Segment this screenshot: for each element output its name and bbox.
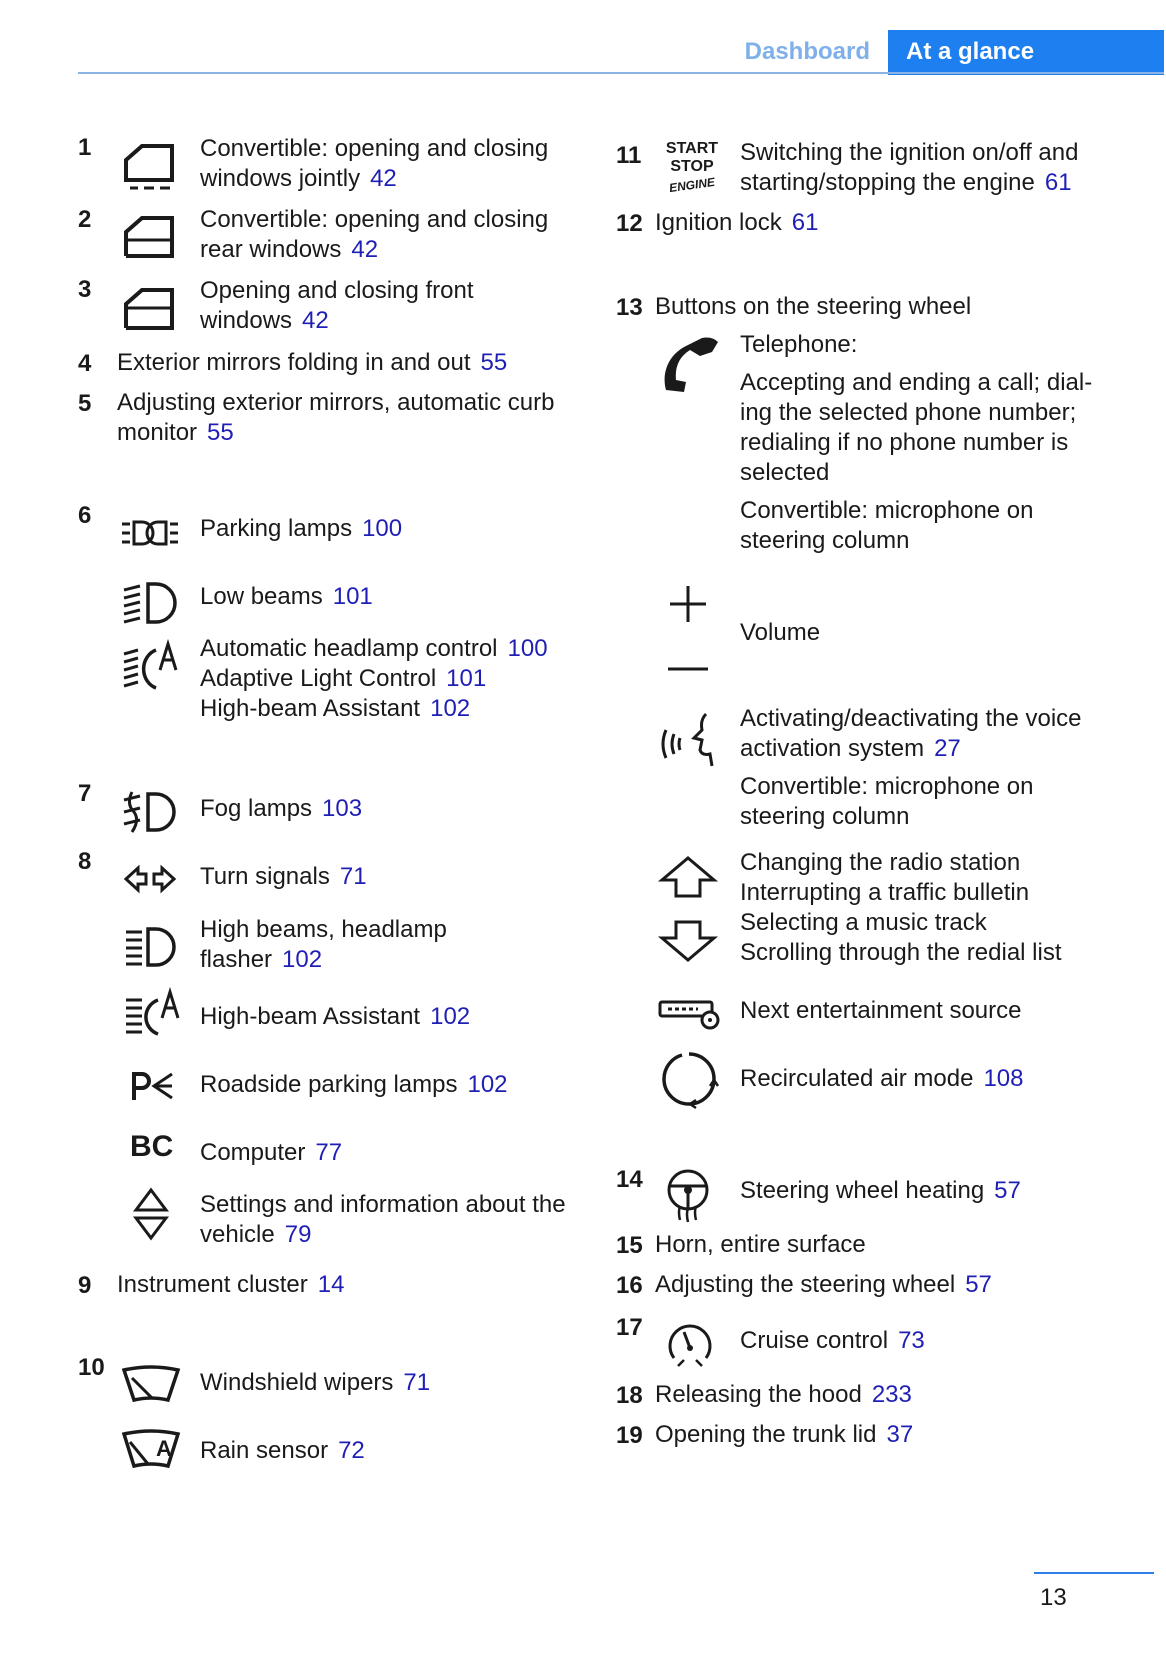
item-number: 2 — [78, 206, 92, 233]
page-ref[interactable]: 55 — [480, 349, 508, 376]
front-windows-icon — [120, 282, 178, 334]
item-number: 16 — [616, 1272, 643, 1299]
item-text: Fog lamps 103 — [200, 795, 363, 822]
item-text: Settings and information about the vehicle 79 — [200, 1191, 566, 1248]
page-ref[interactable]: 102 — [282, 946, 323, 973]
page-ref[interactable]: 233 — [871, 1381, 912, 1408]
page-ref[interactable]: 100 — [362, 515, 403, 542]
convertible-windows-jointly-icon — [120, 138, 178, 194]
arrow-up-icon — [660, 856, 716, 898]
telephone-icon — [660, 336, 722, 394]
page-ref[interactable]: 100 — [507, 635, 548, 662]
item-text: Low beams 101 — [200, 583, 373, 610]
start-label: START — [665, 140, 719, 157]
item-text: Adjusting exterior mirrors, automatic curb monitor 55 — [117, 389, 555, 446]
volume-text: Volume — [740, 619, 821, 646]
telephone-text: Telephone: Accepting and ending a call; dial- ing the selected phone number; redialing if no phone number is selected Convertible: microphone on steering column — [740, 331, 1093, 554]
page-ref[interactable]: 37 — [886, 1421, 914, 1448]
page-ref[interactable]: 77 — [315, 1139, 343, 1166]
page-ref[interactable]: 42 — [302, 307, 329, 334]
item-text: Steering wheel heating 57 — [740, 1177, 1021, 1204]
page-ref[interactable]: 73 — [898, 1327, 925, 1354]
item-text: Adjusting the steering wheel 57 — [655, 1271, 992, 1298]
item-number: 11 — [616, 142, 642, 169]
item-number: 19 — [616, 1422, 643, 1449]
convertible-rear-windows-icon — [120, 210, 178, 262]
item-number: 15 — [616, 1232, 643, 1259]
page-ref[interactable]: 102 — [467, 1071, 508, 1098]
volume-plus-icon — [668, 584, 708, 624]
volume-minus-icon — [668, 666, 708, 672]
automatic-headlamp-icon — [122, 640, 180, 692]
item-number: 1 — [78, 134, 92, 161]
arrow-down-icon — [660, 920, 716, 962]
roadside-parking-lamps-icon — [130, 1070, 174, 1102]
item-text: Instrument cluster 14 — [117, 1271, 345, 1298]
engine-label: ENGINE — [668, 174, 716, 196]
item-text: Buttons on the steering wheel — [655, 293, 972, 320]
item-number: 18 — [616, 1382, 643, 1409]
stop-label: STOP — [670, 158, 714, 175]
item-text: High-beam Assistant 102 — [200, 1003, 471, 1030]
page-ref[interactable]: 102 — [430, 695, 471, 722]
item-number: 8 — [78, 848, 92, 875]
start-stop-engine-icon — [660, 140, 724, 202]
page-ref[interactable]: 79 — [284, 1221, 312, 1248]
item-number: 7 — [78, 780, 92, 807]
page-ref[interactable]: 42 — [351, 236, 379, 263]
cruise-control-icon — [664, 1318, 716, 1370]
item-text: Computer 77 — [200, 1139, 343, 1166]
item-number: 17 — [616, 1314, 643, 1341]
item-number: 6 — [78, 502, 92, 529]
item-number: 9 — [78, 1272, 92, 1299]
low-beams-icon — [122, 580, 180, 626]
item-text: Ignition lock 61 — [655, 209, 819, 236]
page-number: 13 — [1040, 1584, 1067, 1611]
item-text: Horn, entire surface — [655, 1231, 866, 1258]
page-ref[interactable]: 71 — [403, 1369, 431, 1396]
page-ref[interactable]: 71 — [339, 863, 367, 890]
windshield-wipers-icon — [122, 1364, 180, 1404]
item-number: 5 — [78, 390, 92, 417]
section-title: Dashboard — [744, 38, 870, 65]
item-number: 12 — [616, 210, 643, 237]
item-number: 13 — [616, 294, 643, 321]
item-text: High beams, headlamp flasher 102 — [200, 916, 447, 973]
page-ref[interactable]: 103 — [322, 795, 363, 822]
page-ref[interactable]: 57 — [994, 1177, 1021, 1204]
item-number: 14 — [616, 1166, 643, 1193]
rain-sensor-letter: A — [156, 1436, 172, 1461]
item-text: Recirculated air mode 108 — [740, 1065, 1024, 1092]
radio-station-text: Changing the radio station Interrupting a traffic bulletin Selecting a music track Scrolling through the redial list — [740, 849, 1062, 966]
item-text: Parking lamps 100 — [200, 515, 403, 542]
item-text: Rain sensor 72 — [200, 1437, 365, 1464]
item-text: Cruise control 73 — [740, 1327, 925, 1354]
page-ref[interactable]: 55 — [207, 419, 234, 446]
item-text: Convertible: opening and closing rear windows 42 — [200, 206, 549, 263]
entertainment-source-icon — [658, 998, 722, 1030]
page-ref[interactable]: 102 — [430, 1003, 471, 1030]
settings-up-down-icon — [132, 1186, 170, 1242]
rain-sensor-icon — [122, 1428, 180, 1470]
item-text: Switching the ignition on/off and starting/stopping the engine 61 — [740, 139, 1079, 196]
item-text: Releasing the hood 233 — [655, 1381, 912, 1408]
item-text: Roadside parking lamps 102 — [200, 1071, 508, 1098]
parking-lamps-icon — [120, 518, 180, 548]
high-beams-icon — [124, 926, 178, 968]
item-text: Opening and closing front windows 42 — [200, 277, 474, 334]
item-text: Windshield wipers 71 — [200, 1369, 431, 1396]
page-ref[interactable]: 61 — [1044, 169, 1072, 196]
chapter-tab: At a glance — [888, 30, 1164, 75]
page-ref[interactable]: 61 — [791, 209, 819, 236]
item-text: Opening the trunk lid 37 — [655, 1421, 914, 1448]
fog-lamps-icon — [122, 790, 180, 834]
footer-rule — [1034, 1572, 1154, 1574]
turn-signals-icon — [124, 864, 176, 894]
item-text: Exterior mirrors folding in and out 55 — [117, 349, 508, 376]
item-text: Turn signals 71 — [200, 863, 367, 890]
high-beam-assistant-icon — [124, 990, 182, 1036]
page-ref[interactable]: 14 — [317, 1271, 345, 1298]
page-ref[interactable]: 72 — [338, 1437, 365, 1464]
page-ref[interactable]: 108 — [983, 1065, 1024, 1092]
voice-activation-icon — [660, 710, 724, 768]
computer-bc-icon: BC — [130, 1130, 174, 1163]
entertainment-text: Next entertainment source — [740, 997, 1022, 1024]
item-number: 4 — [78, 350, 92, 377]
voice-text: Activating/deactivating the voice activation system 27 Convertible: microphone on steering column — [740, 705, 1082, 830]
header-rule — [78, 72, 1164, 74]
page-ref[interactable]: 27 — [934, 735, 961, 762]
page-ref[interactable]: 57 — [965, 1271, 992, 1298]
item-text: Convertible: opening and closing windows jointly 42 — [200, 135, 549, 192]
item-text: Automatic headlamp control 100 Adaptive Light Control 101 High-beam Assistant 102 — [200, 635, 548, 722]
item-number: 10 — [78, 1354, 105, 1381]
recirculated-air-icon — [660, 1050, 718, 1108]
page-ref[interactable]: 101 — [446, 665, 487, 692]
steering-wheel-heating-icon — [664, 1168, 712, 1222]
page-ref[interactable]: 42 — [370, 165, 397, 192]
item-number: 3 — [78, 276, 92, 303]
page-ref[interactable]: 101 — [332, 583, 373, 610]
